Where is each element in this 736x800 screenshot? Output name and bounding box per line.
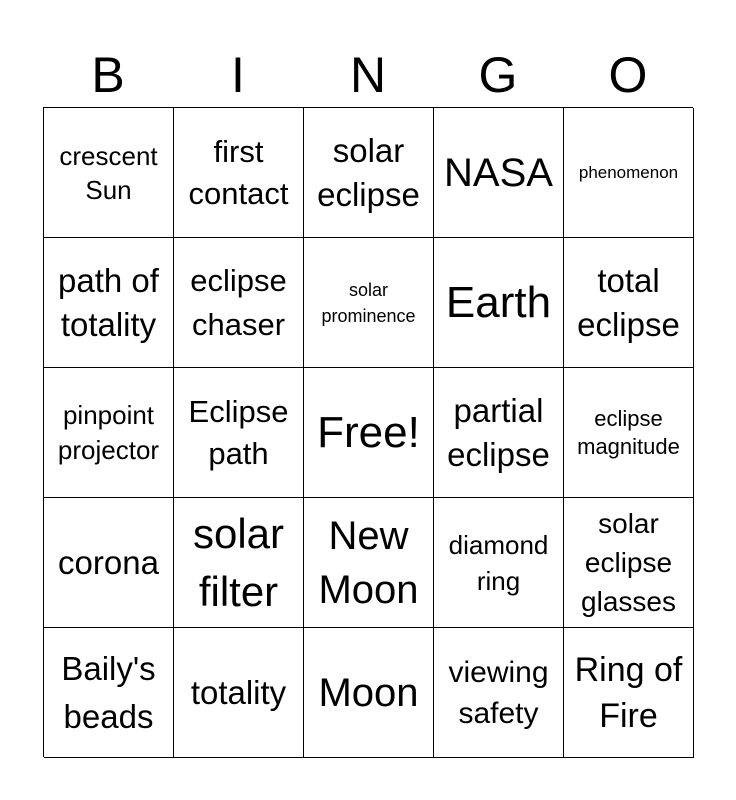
cell-label: solar eclipse glasses: [581, 508, 676, 617]
bingo-cell-r4-c1[interactable]: [174, 628, 304, 758]
cell-label: eclipse magnitude: [577, 405, 680, 459]
cell-label: Moon: [318, 670, 419, 715]
bingo-cell-r0-c3[interactable]: [434, 108, 564, 238]
cell-label: path of totality: [58, 261, 159, 343]
bingo-cell-r2-c4[interactable]: [564, 368, 694, 498]
header-letter-g: G: [478, 47, 518, 103]
cell-label: first contact: [188, 133, 289, 211]
cell-label: crescent Sun: [59, 140, 158, 205]
cell-label: corona: [58, 543, 159, 581]
bingo-board: [43, 107, 693, 757]
cell-label: Eclipse path: [188, 393, 289, 471]
bingo-cell-r2-c1[interactable]: [174, 368, 304, 498]
bingo-cell-r3-c2[interactable]: [304, 498, 434, 628]
cell-label: Baily's beads: [61, 649, 156, 735]
cell-label: diamond ring: [448, 529, 549, 596]
header-letter-n: N: [349, 47, 387, 103]
bingo-cell-r2-c3[interactable]: [434, 368, 564, 498]
bingo-cell-r0-c1[interactable]: [174, 108, 304, 238]
cell-label: partial eclipse: [447, 391, 550, 473]
bingo-cell-r0-c0[interactable]: [44, 108, 174, 238]
cell-label: Free!: [317, 407, 420, 457]
bingo-cell-r4-c4[interactable]: [564, 628, 694, 758]
cell-label: total eclipse: [577, 261, 680, 343]
bingo-cell-r0-c4[interactable]: [564, 108, 694, 238]
cell-label: solar eclipse: [317, 131, 420, 213]
bingo-header: [43, 44, 693, 106]
bingo-cell-r1-c4[interactable]: [564, 238, 694, 368]
cell-label: Earth: [445, 277, 552, 327]
bingo-cell-r4-c2[interactable]: [304, 628, 434, 758]
cell-label: New Moon: [318, 513, 419, 612]
header-letter-b: B: [91, 47, 125, 103]
bingo-cell-r3-c4[interactable]: [564, 498, 694, 628]
header-letter-o: O: [608, 47, 648, 103]
bingo-cell-r1-c2[interactable]: [304, 238, 434, 368]
cell-label: pinpoint projector: [57, 399, 160, 465]
cell-label: solar filter: [192, 509, 285, 615]
cell-label: NASA: [444, 150, 553, 195]
bingo-cell-r3-c3[interactable]: [434, 498, 564, 628]
cell-label: solar prominence: [321, 279, 416, 326]
cell-label: Ring of Fire: [574, 650, 683, 735]
cell-label: viewing safety: [448, 655, 549, 730]
bingo-cell-r3-c1[interactable]: [174, 498, 304, 628]
bingo-cell-r2-c0[interactable]: [44, 368, 174, 498]
bingo-cell-r1-c3[interactable]: [434, 238, 564, 368]
bingo-cell-r4-c0[interactable]: [44, 628, 174, 758]
cell-label: phenomenon: [578, 162, 679, 182]
bingo-cell-r3-c0[interactable]: [44, 498, 174, 628]
bingo-cell-r2-c2[interactable]: [304, 368, 434, 498]
header-letter-i: I: [231, 47, 245, 103]
cell-label: totality: [190, 673, 287, 711]
bingo-cell-r1-c0[interactable]: [44, 238, 174, 368]
bingo-cell-r1-c1[interactable]: [174, 238, 304, 368]
cell-label: eclipse chaser: [190, 262, 287, 342]
bingo-cell-r4-c3[interactable]: [434, 628, 564, 758]
bingo-cell-r0-c2[interactable]: [304, 108, 434, 238]
